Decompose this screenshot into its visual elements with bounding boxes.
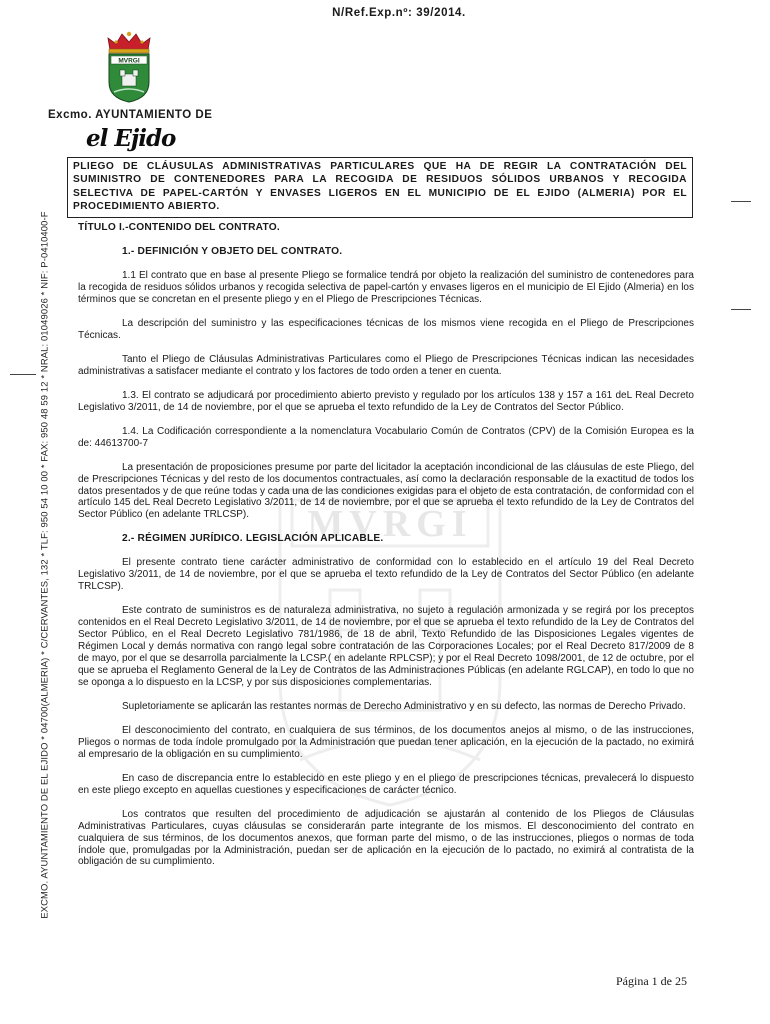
paragraph: Los contratos que resulten del procedimiento de adjudicación se ajustarán al contenido de los Pliegos de Cláusulas Administrativas Particulares, cuyas cláusulas se considerarán parte integrante de los mismos. El desconocimiento del contrato en cualquiera de sus términos, de los documentos anexos, que forman parte del mismo, o de las instrucciones, pliegos o normas de toda índole que, promulgadas por la Administración, puedan ser de aplicación en la ejecución de lo pactado, no eximirá al contratista de la obligación de su cumplimiento. — [78, 808, 694, 868]
paragraph: La descripción del suministro y las especificaciones técnicas de los mismos viene recogida en el Pliego de Prescripciones Técnicas. — [78, 317, 694, 341]
margin-tick — [731, 201, 751, 202]
paragraph: Tanto el Pliego de Cláusulas Administrativas Particulares como el Pliego de Prescripciones Técnicas indican las necesidades administrativas a satisfacer mediante el contrato y los factores de todo orden a tener en cuenta. — [78, 353, 694, 377]
page-number: Página 1 de 25 — [616, 974, 687, 988]
paragraph: 1.1 El contrato que en base al presente Pliego se formalice tendrá por objeto la realización del suministro de contenedores para la recogida de residuos sólidos urbanos y recogida selectiva de papel-cartón y envases ligeros en el municipio de El Ejido (Almeria) en los términos que se concretan en el presente pliego y en el Pliego de Prescripciones Técnicas. — [78, 269, 694, 305]
heading-legal-regime: 2.- RÉGIMEN JURÍDICO. LEGISLACIÓN APLICABLE. — [122, 533, 384, 545]
margin-tick — [731, 309, 751, 310]
paragraph: Este contrato de suministros es de naturaleza administrativa, no sujeto a regulación armonizada y se regirá por los preceptos contenidos en el Real Decreto Legislativo 3/2011, de 14 de noviembre, por el que se aprueba el texto refundido de la Ley de Contratos del Sector Público, en el Real Decreto Legislativo 781/1986, de 18 de abril, Texto Refundido de las Disposiciones Legales vigentes de Régimen Local y demás normativa con rango legal sobre contratación de las Corporaciones Locales; por el Real Decreto 817/2009 de 8 de mayo, por el que se desarrolla parcialmente la LCSP.( en adelante RPLCSP); y por el Real Decreto 1098/2001, de 12 de octubre, por el que se aprueba el Reglamento General de la Ley de Contratos de las Administraciones Públicas (en adelante RGLCAP), en todo lo que no se oponga a lo dispuesto en la LCSP, y por sus disposiciones complementarias. — [78, 605, 694, 688]
paragraph: Supletoriamente se aplicarán las restantes normas de Derecho Administrativo y en su defecto, las normas de Derecho Privado. — [122, 700, 686, 712]
paragraph: El presente contrato tiene carácter administrativo de conformidad con lo establecido en el artículo 19 del Real Decreto Legislativo 3/2011, de 14 de noviembre, por el que se aprueba el texto refundido de la Ley de Contratos del Sector Público (en adelante TRLCSP). — [78, 557, 694, 593]
el-ejido-logo: el Ejido — [86, 125, 176, 152]
side-margin-text: EXCMO. AYUNTAMIENTO DE EL EJIDO * 04700(ALMERIA) * C/CERVANTES, 132 * TLF: 950 54 10 00 * FAX: 950 48 59 12 * NRAL: 01049026 * NIF: P-0410400-F — [38, 211, 50, 919]
paragraph: El desconocimiento del contrato, en cualquiera de sus términos, de los documentos anejos al mismo, o de las instrucciones, Pliegos o normas de toda índole promulgado por la Administración que puedan tener aplicación, en la ejecución de la pactado, no eximirá al empresario de la obligación en su cumplimiento. — [78, 724, 694, 760]
section-title: TÍTULO I.-CONTENIDO DEL CONTRATO. — [78, 222, 280, 233]
coat-of-arms-icon — [104, 30, 154, 104]
paragraph: 1.4. La Codificación correspondiente a la nomenclatura Vocabulario Común de Contratos (CPV) de la Comisión Europea es la de: 44613700-7 — [78, 425, 694, 449]
coat-of-arms-label: MVRGI — [118, 57, 140, 65]
reference-number: N/Ref.Exp.nº: 39/2014. — [332, 7, 466, 19]
document-title: PLIEGO DE CLÁUSULAS ADMINISTRATIVAS PARTICULARES QUE HA DE REGIR LA CONTRATACIÓN DEL SUMINISTRO DE CONTENEDORES PARA LA RECOGIDA DE RESIDUOS SÓLIDOS URBANOS Y RECOGIDA SELECTIVA DE PAPEL-CARTÓN Y ENVASES LIGEROS EN EL MUNICIPIO DE EL EJIDO (ALMERIA) POR EL PROCEDIMIENTO ABIERTO. — [67, 157, 693, 218]
heading-definition: 1.- DEFINICIÓN Y OBJETO DEL CONTRATO. — [122, 245, 343, 257]
document-body — [78, 222, 694, 881]
paragraph: En caso de discrepancia entre lo establecido en este pliego y en el pliego de prescripciones técnicas, prevalecerá lo dispuesto en este pliego excepto en aquellas cuestiones y especificaciones de carácter técnico. — [78, 772, 694, 796]
margin-tick — [10, 374, 36, 375]
council-label: Excmo. AYUNTAMIENTO DE — [48, 109, 213, 121]
paragraph: La presentación de proposiciones presume por parte del licitador la aceptación incondicional de las cláusulas de este Pliego, del de Prescripciones Técnicas y del resto de los documentos contractuales, así como la declaración responsable de la exactitud de todos los datos presentados y de que reúne todas y cada una de las condiciones exigidas para el objeto de esta contratación, de conformidad con el artículo 145 deL Real Decreto Legislativo 3/2011, de 14 de noviembre, por el que se aprueba el texto refundido de la Ley de Contratos del Sector Público (en adelante TRLCSP). — [78, 461, 694, 521]
paragraph: 1.3. El contrato se adjudicará por procedimiento abierto previsto y regulado por los artículos 138 y 157 a 161 deL Real Decreto Legislativo 3/2011, de 14 de noviembre, por el que se aprueba el texto refundido de la Ley de Contratos del Sector Público. — [78, 389, 694, 413]
watermark-label: MVRGI — [307, 503, 473, 545]
